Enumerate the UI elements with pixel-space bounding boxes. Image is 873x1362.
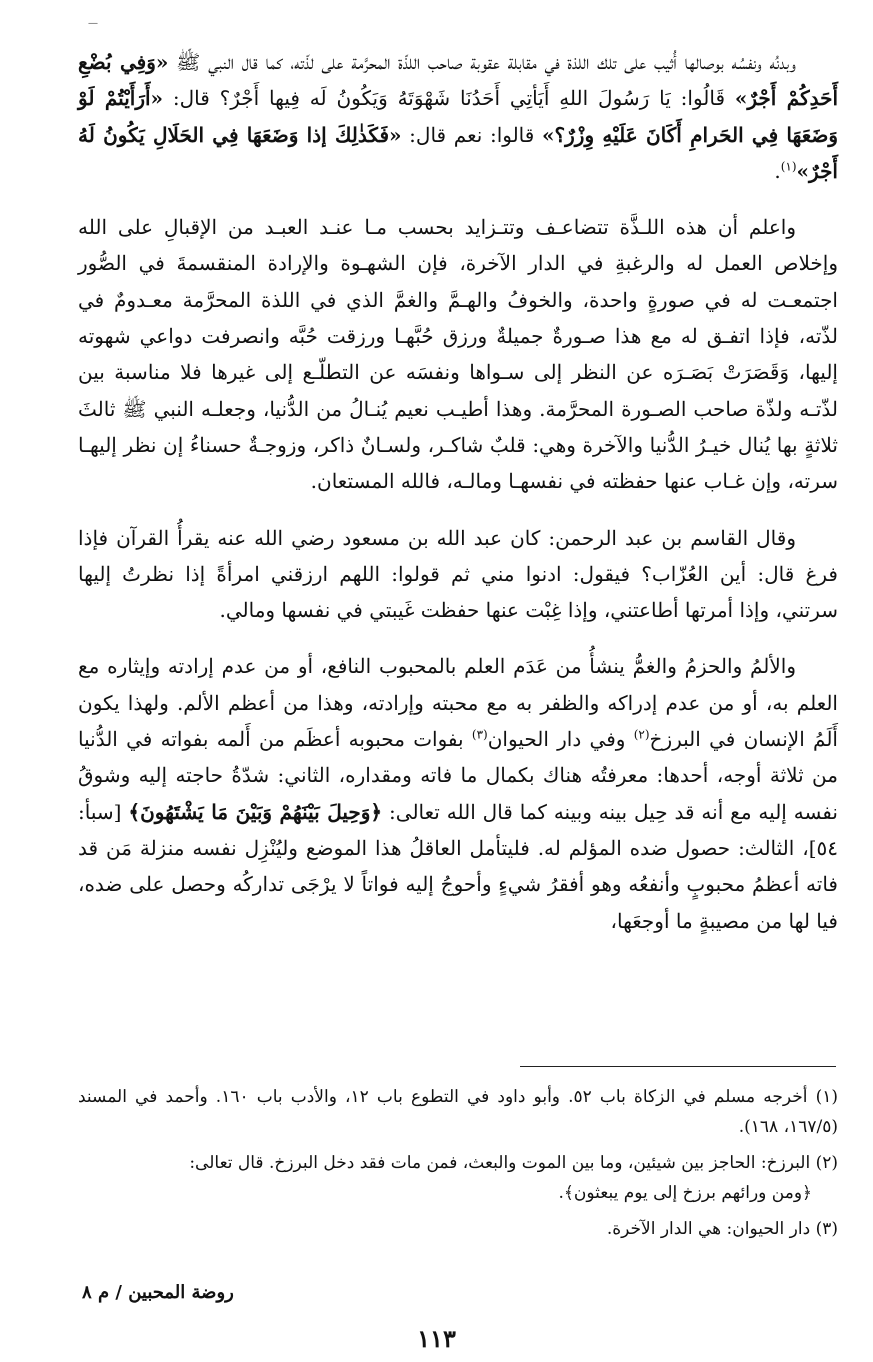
footnote-label: (١) [815,1087,839,1107]
quoted-text: ﴿وَحِيلَ بَيْنَهُمْ وَبَيْنَ مَا يَشْتَهُونَ﴾ [128,799,383,824]
footnote-reference: (١) [780,159,797,174]
paragraph-2 [78,209,838,499]
footnotes [78,1082,838,1250]
footnote-text: البرزخ: الحاجز بين شيئين، وما بين الموت والبعث، فمن مات فقد دخل البرزخ. قال تعالى: [189,1153,811,1173]
text-run: والألمُ والحزمُ والغمُّ ينشأُ من عَدَم العلم بالمحبوب النافع، أو من عدم إرادته وإيثاره مع العلم به، أو من عدم إدراكه والظفر به مع محبته وإرادته، وهذا من أعظم الألم. ولهذا يكون أَلَمُ الإنسان في البرزخ [78,654,838,752]
text-run: [سبأ: ٥٤]، الثالث: حصول ضده المؤلم له. فليتأمل العاقلُ هذا الموضع وليُنْزِل نفسه منزلة مَن قد فاته أعظمُ محبوبٍ وأنفعُه وهو أفقرُ شيءٍ وأحوجُ إليه فواتاً لا يرْجَى تداركُه وحصل على ضده، فيا لها من مصيبةٍ ما أوجعَها، [78,799,838,933]
text-run: واعلم أن هذه اللـذَّة تتضاعـف وتتـزايد بحسب مـا عنـد العبـد من الإقبالِ على الله وإخلاص العمل له والرغبةِ في الدار الآخرة، فإن الشهـوة والإرادة المنقسمةَ في الصُّور اجتمعـت له في صورةٍ واحدة، والخوفُ والهـمَّ والغمَّ الذي في اللذة المحرَّمة معـدومٌ في لذّته، فإذا اتفـق له مع هذا صـورةٌ جميلةٌ ورزق حُبَّهـا ورزقت حُبَّه وانصرفت دواعي شهوته إليها، وَقَصَرَتْ بَصَـرَه عن النظر إلى سـواها ونفسَه عن التطلّـع إلى غيرها فلا مناسبة بين لذّتـه ولذّة صاحب الصـورة المحرَّمة. وهذا أطيـب نعيم يُنـالُ من الدُّنيا، وجعلـه النبي ﷺ ثالثَ ثلاثةٍ بها يُنال خيـرُ الدُّنيا والآخرة وهي: قلبٌ شاكـر، ولسـانٌ ذاكر، وزوجـةٌ حسناءُ إن نظر إليهـا سرته، وإن غـاب عنها حفظته في نفسهـا ومالـه، فالله المستعان. [78,215,838,494]
footnote-verse: ﴿ومن ورائهم برزخ إلى يوم يبعثون﴾. [558,1183,812,1203]
text-run: وبدنُه ونفسُه بوصالها أُثيب على تلك اللذة في مقابلة عقوبة صاحب اللذّة المحرَّمة على لذّته، كما قال النبي ﷺ [168,50,796,74]
footnote-reference: (٣) [471,727,488,742]
footnote-text: دار الحيوان: هي الدار الآخرة. [606,1219,811,1239]
page-number: ١١٣ [417,1324,456,1353]
quoted-text: «فَكَذٰلِكَ إذا وَضَعَهَا فِي الحَلَالِ يَكُونُ لَهُ أَجْرٌ» [78,122,838,183]
running-footer: روضة المحبين / م ٨ [82,1282,234,1303]
quoted-text: «أَرَأَيْتُمْ لَوْ وَضَعَهَا فِي الحَرامِ أَكَانَ عَلَيْهِ وِزْرٌ؟» [78,86,839,147]
footnote-divider [520,1066,836,1067]
footnote-1 [78,1082,838,1142]
footnote-text: أخرجه مسلم في الزكاة باب ٥٢. وأبو داود في التطوع باب ١٢، والأدب باب ١٦٠. وأحمد في المسند (١٦٧/٥، ١٦٨). [78,1087,838,1137]
footnote-2 [78,1148,838,1208]
footnote-label: (٢) [815,1153,838,1173]
footnote-3 [78,1214,838,1244]
paragraph-1 [78,44,838,189]
main-text [78,44,838,939]
quoted-text: «وَفِي بُضْعِ أَحَدِكُمْ أَجْرٌ» [78,50,839,111]
paragraph-3 [78,520,838,629]
footnote-reference: (٢) [633,727,650,742]
text-run: وفي دار الحيوان [487,727,634,752]
text-run: قَالُوا: يَا رَسُولَ اللهِ أَيَأتِي أَحَدُنَا شَهْوَتَهُ وَيَكُونُ لَه فِيها أَجْرٌ؟ قال: [163,86,735,111]
text-run: . [774,158,781,183]
footnote-label: (٣) [815,1219,838,1239]
text-run: وقال القاسم بن عبد الرحمن: كان عبد الله بن مسعود رضي الله عنه يقرأُ القرآن فإذا فرغ قال: أين العُزّاب؟ فيقول: ادنوا مني ثم قولوا: اللهم ارزقني امرأةً إذا نظرتُ إليها سرتني، وإذا أمرتها أطاعتني، وإذا غِبْت عنها حفظت غَيبتي في نفسها ومالي. [78,525,838,623]
text-run: بفوات محبوبه أعظَم من أَلمه بفواته في الدُّنيا من ثلاثة أوجه، أحدها: معرفتُه هناك بكمال ما فاته ومقداره، الثاني: شدّةُ حاجته إليه وشوقُ نفسه إليه مع أنه قد حِيل بينه وبينه كما قال الله تعالى: [78,727,838,824]
paragraph-4 [78,648,838,938]
corner-mark: — [88,18,98,29]
text-run: قالوا: نعم قال: [401,122,543,147]
